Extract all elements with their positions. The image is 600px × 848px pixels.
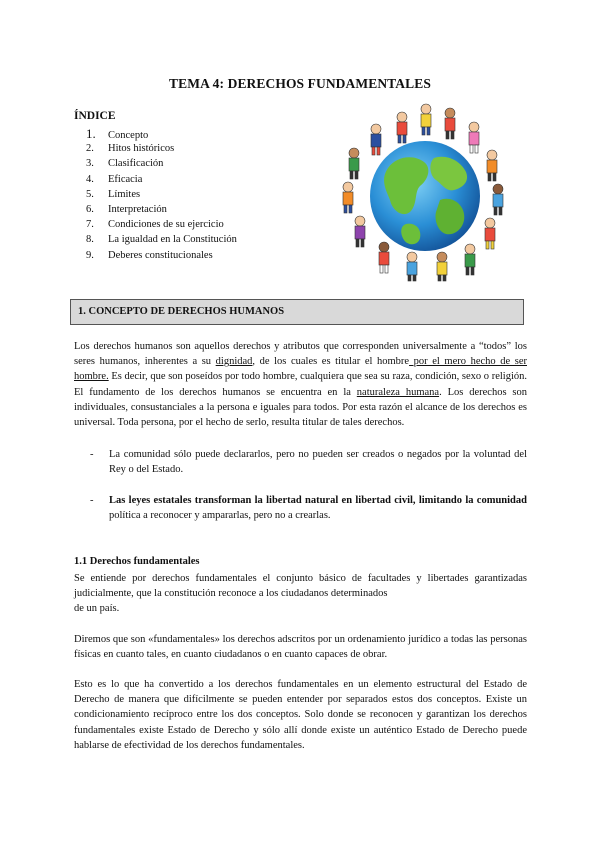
index-item: 1. Concepto bbox=[86, 126, 149, 141]
index-item: 5. Límites bbox=[86, 188, 141, 200]
page-title: TEMA 4: DERECHOS FUNDAMENTALES bbox=[169, 76, 431, 91]
subsection-heading: 1.1 Derechos fundamentales bbox=[74, 556, 200, 567]
list-item: - La comunidad sólo puede declararlos, pero no pueden ser creados o negados por la voluntad del Rey o del Estado. bbox=[90, 449, 527, 476]
index-list bbox=[86, 126, 237, 263]
paragraph-definition: Se entiende por derechos fundamentales el conjunto básico de facultades y libertades garantizadas judicialmente, que la constitución reconoce a los ciudadanos determinados de un país. bbox=[74, 573, 527, 615]
index-item: 4. Eficacia bbox=[86, 173, 143, 185]
globe-children-illustration bbox=[336, 96, 514, 284]
paragraph-fundamentales: Diremos que son «fundamentales» los derechos adscritos por un ordenamiento jurídico a todas las personas físicas en cuanto tales, en cuanto ciudadanos o en cuanto capaces de obrar. bbox=[74, 634, 527, 661]
index-item: 3. Clasificación bbox=[86, 158, 164, 170]
index-item: 2. Hitos históricos bbox=[86, 143, 175, 155]
index-heading: ÍNDICE bbox=[74, 110, 116, 122]
paragraph-estado-derecho: Esto es lo que ha convertido a los derechos fundamentales en un elemento estructural del Estado de Derecho de manera que difícilmente se pueden entender por separados estos dos conceptos. Existe un condicionamiento recíproco entre los dos conceptos. Solo donde se reconocen y garantizan los derechos fundamentales existe Estado de Derecho y sólo allí donde existe un auténtico Estado de Derecho puede hablarse de efectividad de los derechos fundamentales. bbox=[74, 679, 527, 751]
section-heading-concepto: 1. CONCEPTO DE DERECHOS HUMANOS bbox=[70, 299, 524, 325]
index-item: 6. Interpretación bbox=[86, 203, 167, 215]
index-item: 9. Deberes constitucionales bbox=[86, 249, 213, 261]
index-item: 8. La igualdad en la Constitución bbox=[86, 234, 237, 246]
list-item: - Las leyes estatales transforman la libertad natural en libertad civil, limitando la comunidad política a reconocer y ampararlas, pero no a crearlas. bbox=[90, 495, 527, 522]
paragraph-concepto: Los derechos humanos son aquellos derechos y atributos que corresponden universalmente a “todos” los seres humanos, inherentes a su dignidad, de los cuales es titular el hombre por el mero hecho de ser hombre. Es decir, que son poseídos por todo hombre, cualquiera que sea su raza, condición, sexo o religión. El fundamento de los derechos humanos se encuentra en la naturaleza humana. Los derechos son individuales, consustanciales a la persona e iguales para todos. Por esta razón el alcance de los derechos es universal. Toda persona, por el hecho de serlo, resulta titular de tales derechos. bbox=[74, 341, 527, 429]
index-item: 7. Condiciones de su ejercicio bbox=[86, 219, 224, 231]
